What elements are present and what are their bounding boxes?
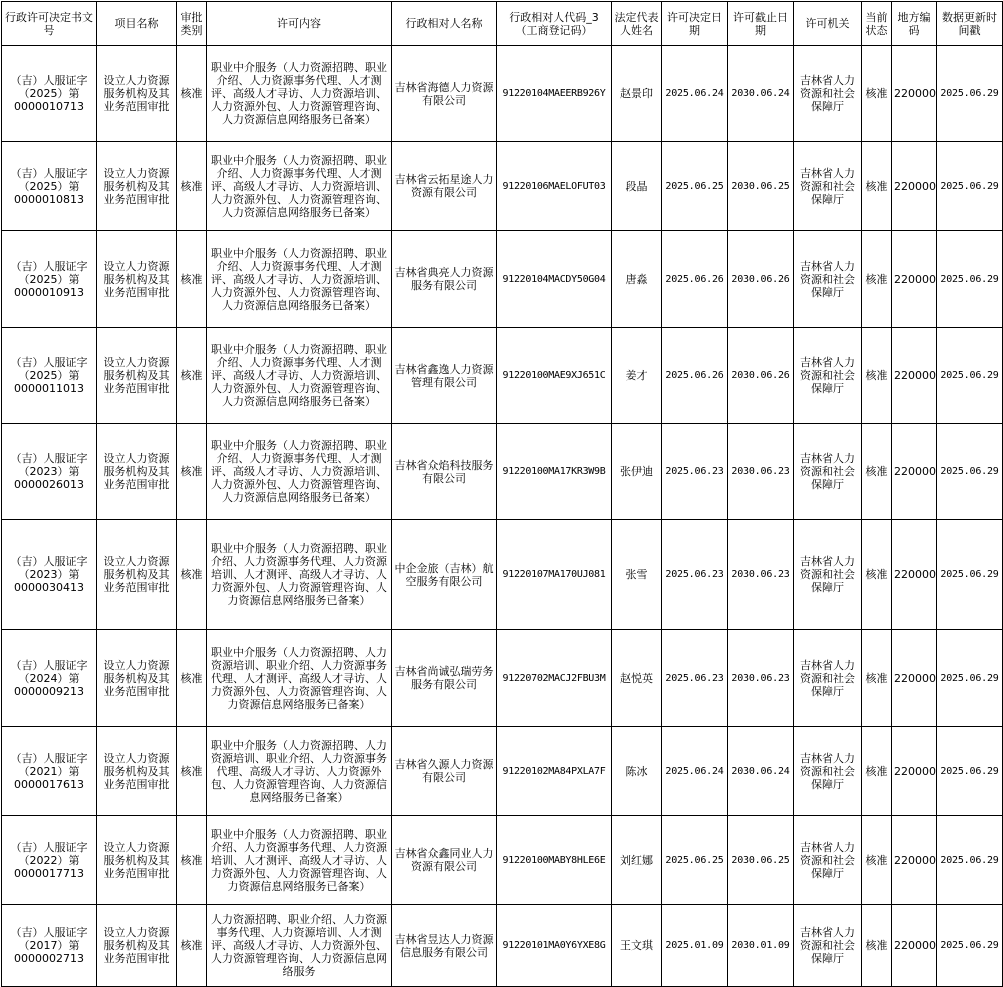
region-code-cell: 220000 [892,424,937,520]
legal-representative-cell: 刘红娜 [612,816,662,905]
table-row [2,424,1003,520]
table-row [2,46,1003,142]
legal-representative-cell: 王文琪 [612,905,662,987]
decision-date-cell: 2025.06.25 [662,142,728,231]
license-content-cell: 职业中介服务（人力资源招聘、职业介绍、人力资源事务代理、人才测评、高级人才寻访、人力资源培训、人力资源外包、人力资源管理咨询、人力资源信息网络服务已备案） [207,424,392,520]
authority-cell: 吉林省人力资源和社会保障厅 [794,142,862,231]
authority-cell: 吉林省人力资源和社会保障厅 [794,905,862,987]
approval-type-cell: 核准 [177,231,207,328]
table-row [2,905,1003,987]
license-number-cell: （吉）人服证字（2023）第0000026013 [2,424,97,520]
table-body [2,46,1003,987]
project-name-cell: 设立人力资源服务机构及其业务范围审批 [97,328,177,424]
header-project-name: 项目名称 [97,2,177,46]
project-name-cell: 设立人力资源服务机构及其业务范围审批 [97,905,177,987]
header-license-number: 行政许可决定书文号 [2,2,97,46]
decision-date-cell: 2025.06.24 [662,46,728,142]
header-update-timestamp: 数据更新时间戳 [937,2,1003,46]
header-legal-representative: 法定代表人姓名 [612,2,662,46]
expiry-date-cell: 2030.06.23 [728,630,794,727]
counterparty-code-cell: 91220106MAELOFUT03 [497,142,612,231]
expiry-date-cell: 2030.06.24 [728,727,794,816]
license-number-cell: （吉）人服证字（2021）第0000017613 [2,727,97,816]
status-cell: 核准 [862,905,892,987]
license-number-cell: （吉）人服证字（2023）第0000030413 [2,520,97,630]
authority-cell: 吉林省人力资源和社会保障厅 [794,424,862,520]
legal-representative-cell: 赵悦英 [612,630,662,727]
project-name-cell: 设立人力资源服务机构及其业务范围审批 [97,142,177,231]
decision-date-cell: 2025.06.26 [662,231,728,328]
decision-date-cell: 2025.06.24 [662,727,728,816]
counterparty-code-cell: 91220102MA84PXLA7F [497,727,612,816]
counterparty-name-cell: 吉林省久源人力资源有限公司 [392,727,497,816]
header-status: 当前状态 [862,2,892,46]
authority-cell: 吉林省人力资源和社会保障厅 [794,816,862,905]
expiry-date-cell: 2030.06.25 [728,142,794,231]
header-region-code: 地方编码 [892,2,937,46]
license-content-cell: 人力资源招聘、职业介绍、人力资源事务代理、人力资源培训、人才测评、高级人才寻访、人力资源外包、人力资源管理咨询、人力资源信息网络服务 [207,905,392,987]
decision-date-cell: 2025.06.26 [662,328,728,424]
approval-type-cell: 核准 [177,630,207,727]
decision-date-cell: 2025.06.23 [662,424,728,520]
license-table [1,1,1003,987]
expiry-date-cell: 2030.01.09 [728,905,794,987]
authority-cell: 吉林省人力资源和社会保障厅 [794,231,862,328]
approval-type-cell: 核准 [177,520,207,630]
license-content-cell: 职业中介服务（人力资源招聘、人力资源培训、职业介绍、人力资源事务代理、高级人才寻访、人力资源外包、人力资源管理咨询、人力资源信息网络服务已备案） [207,727,392,816]
table-row [2,520,1003,630]
header-approval-type: 审批类别 [177,2,207,46]
status-cell: 核准 [862,328,892,424]
counterparty-code-cell: 91220100MAE9XJ651C [497,328,612,424]
license-number-cell: （吉）人服证字（2024）第0000009213 [2,630,97,727]
expiry-date-cell: 2030.06.24 [728,46,794,142]
decision-date-cell: 2025.06.23 [662,520,728,630]
project-name-cell: 设立人力资源服务机构及其业务范围审批 [97,231,177,328]
update-timestamp-cell: 2025.06.29 [937,142,1003,231]
expiry-date-cell: 2030.06.25 [728,816,794,905]
approval-type-cell: 核准 [177,46,207,142]
license-content-cell: 职业中介服务（人力资源招聘、职业介绍、人力资源事务代理、人才测评、高级人才寻访、人力资源培训、人力资源外包、人力资源管理咨询、人力资源信息网络服务已备案） [207,328,392,424]
region-code-cell: 220000 [892,142,937,231]
table-row [2,727,1003,816]
legal-representative-cell: 张雪 [612,520,662,630]
counterparty-name-cell: 吉林省昱达人力资源信息服务有限公司 [392,905,497,987]
update-timestamp-cell: 2025.06.29 [937,727,1003,816]
table-row [2,142,1003,231]
counterparty-code-cell: 91220104MACDY50G04 [497,231,612,328]
region-code-cell: 220000 [892,46,937,142]
header-counterparty-name: 行政相对人名称 [392,2,497,46]
decision-date-cell: 2025.06.25 [662,816,728,905]
update-timestamp-cell: 2025.06.29 [937,520,1003,630]
legal-representative-cell: 陈冰 [612,727,662,816]
table-row [2,630,1003,727]
project-name-cell: 设立人力资源服务机构及其业务范围审批 [97,630,177,727]
region-code-cell: 220000 [892,520,937,630]
legal-representative-cell: 张伊迪 [612,424,662,520]
authority-cell: 吉林省人力资源和社会保障厅 [794,520,862,630]
header-license-content: 许可内容 [207,2,392,46]
region-code-cell: 220000 [892,816,937,905]
status-cell: 核准 [862,142,892,231]
project-name-cell: 设立人力资源服务机构及其业务范围审批 [97,424,177,520]
status-cell: 核准 [862,520,892,630]
legal-representative-cell: 段晶 [612,142,662,231]
update-timestamp-cell: 2025.06.29 [937,424,1003,520]
counterparty-code-cell: 91220100MA17KR3W9B [497,424,612,520]
authority-cell: 吉林省人力资源和社会保障厅 [794,328,862,424]
license-number-cell: （吉）人服证字（2017）第0000002713 [2,905,97,987]
approval-type-cell: 核准 [177,142,207,231]
counterparty-code-cell: 91220702MACJ2FBU3M [497,630,612,727]
expiry-date-cell: 2030.06.23 [728,424,794,520]
status-cell: 核准 [862,816,892,905]
region-code-cell: 220000 [892,905,937,987]
header-counterparty-code: 行政相对人代码_3（工商登记码） [497,2,612,46]
counterparty-name-cell: 吉林省海德人力资源有限公司 [392,46,497,142]
license-number-cell: （吉）人服证字（2025）第0000010913 [2,231,97,328]
counterparty-name-cell: 吉林省众鑫同业人力资源有限公司 [392,816,497,905]
license-number-cell: （吉）人服证字（2022）第0000017713 [2,816,97,905]
authority-cell: 吉林省人力资源和社会保障厅 [794,727,862,816]
update-timestamp-cell: 2025.06.29 [937,816,1003,905]
region-code-cell: 220000 [892,630,937,727]
approval-type-cell: 核准 [177,905,207,987]
counterparty-name-cell: 吉林省尚诚弘瑞劳务服务有限公司 [392,630,497,727]
region-code-cell: 220000 [892,727,937,816]
project-name-cell: 设立人力资源服务机构及其业务范围审批 [97,46,177,142]
counterparty-code-cell: 91220101MA0Y6YXE8G [497,905,612,987]
counterparty-code-cell: 91220100MABY8HLE6E [497,816,612,905]
counterparty-name-cell: 吉林省鑫逸人力资源管理有限公司 [392,328,497,424]
expiry-date-cell: 2030.06.23 [728,520,794,630]
approval-type-cell: 核准 [177,424,207,520]
update-timestamp-cell: 2025.06.29 [937,46,1003,142]
counterparty-name-cell: 中企金旅（吉林）航空服务有限公司 [392,520,497,630]
header-expiry-date: 许可截止日期 [728,2,794,46]
license-content-cell: 职业中介服务（人力资源招聘、职业介绍、人力资源事务代理、人才测评、高级人才寻访、人力资源培训、人力资源外包、人力资源管理咨询、人力资源信息网络服务已备案） [207,142,392,231]
decision-date-cell: 2025.06.23 [662,630,728,727]
license-number-cell: （吉）人服证字（2025）第0000010713 [2,46,97,142]
status-cell: 核准 [862,424,892,520]
expiry-date-cell: 2030.06.26 [728,231,794,328]
approval-type-cell: 核准 [177,816,207,905]
license-content-cell: 职业中介服务（人力资源招聘、职业介绍、人力资源事务代理、人才测评、高级人才寻访、人力资源培训、人力资源外包、人力资源管理咨询、人力资源信息网络服务已备案） [207,46,392,142]
project-name-cell: 设立人力资源服务机构及其业务范围审批 [97,727,177,816]
region-code-cell: 220000 [892,231,937,328]
counterparty-code-cell: 91220104MAEERB926Y [497,46,612,142]
authority-cell: 吉林省人力资源和社会保障厅 [794,46,862,142]
table-row [2,231,1003,328]
counterparty-name-cell: 吉林省典亮人力资源服务有限公司 [392,231,497,328]
update-timestamp-cell: 2025.06.29 [937,630,1003,727]
license-content-cell: 职业中介服务（人力资源招聘、人力资源培训、职业介绍、人力资源事务代理、人才测评、高级人才寻访、人力资源外包、人力资源管理咨询、人力资源信息网络服务已备案） [207,630,392,727]
region-code-cell: 220000 [892,328,937,424]
update-timestamp-cell: 2025.06.29 [937,328,1003,424]
license-content-cell: 职业中介服务（人力资源招聘、职业介绍、人力资源事务代理、人力资源培训、人才测评、高级人才寻访、人力资源外包、人力资源管理咨询、人力资源信息网络服务已备案） [207,520,392,630]
authority-cell: 吉林省人力资源和社会保障厅 [794,630,862,727]
status-cell: 核准 [862,630,892,727]
update-timestamp-cell: 2025.06.29 [937,231,1003,328]
project-name-cell: 设立人力资源服务机构及其业务范围审批 [97,816,177,905]
legal-representative-cell: 唐淼 [612,231,662,328]
decision-date-cell: 2025.01.09 [662,905,728,987]
license-number-cell: （吉）人服证字（2025）第0000010813 [2,142,97,231]
approval-type-cell: 核准 [177,727,207,816]
header-decision-date: 许可决定日期 [662,2,728,46]
license-content-cell: 职业中介服务（人力资源招聘、职业介绍、人力资源事务代理、人力资源培训、人才测评、高级人才寻访、人力资源外包、人力资源管理咨询、人力资源信息网络服务已备案） [207,816,392,905]
project-name-cell: 设立人力资源服务机构及其业务范围审批 [97,520,177,630]
table-row [2,328,1003,424]
status-cell: 核准 [862,231,892,328]
update-timestamp-cell: 2025.06.29 [937,905,1003,987]
legal-representative-cell: 姜才 [612,328,662,424]
legal-representative-cell: 赵景印 [612,46,662,142]
expiry-date-cell: 2030.06.26 [728,328,794,424]
counterparty-name-cell: 吉林省云拓星途人力资源有限公司 [392,142,497,231]
license-content-cell: 职业中介服务（人力资源招聘、职业介绍、人力资源事务代理、人才测评、高级人才寻访、人力资源培训、人力资源外包、人力资源管理咨询、人力资源信息网络服务已备案） [207,231,392,328]
header-authority: 许可机关 [794,2,862,46]
counterparty-code-cell: 91220107MA170UJ081 [497,520,612,630]
counterparty-name-cell: 吉林省众焰科技服务有限公司 [392,424,497,520]
status-cell: 核准 [862,727,892,816]
header-row [2,2,1003,46]
approval-type-cell: 核准 [177,328,207,424]
table-row [2,816,1003,905]
license-number-cell: （吉）人服证字（2025）第0000011013 [2,328,97,424]
status-cell: 核准 [862,46,892,142]
